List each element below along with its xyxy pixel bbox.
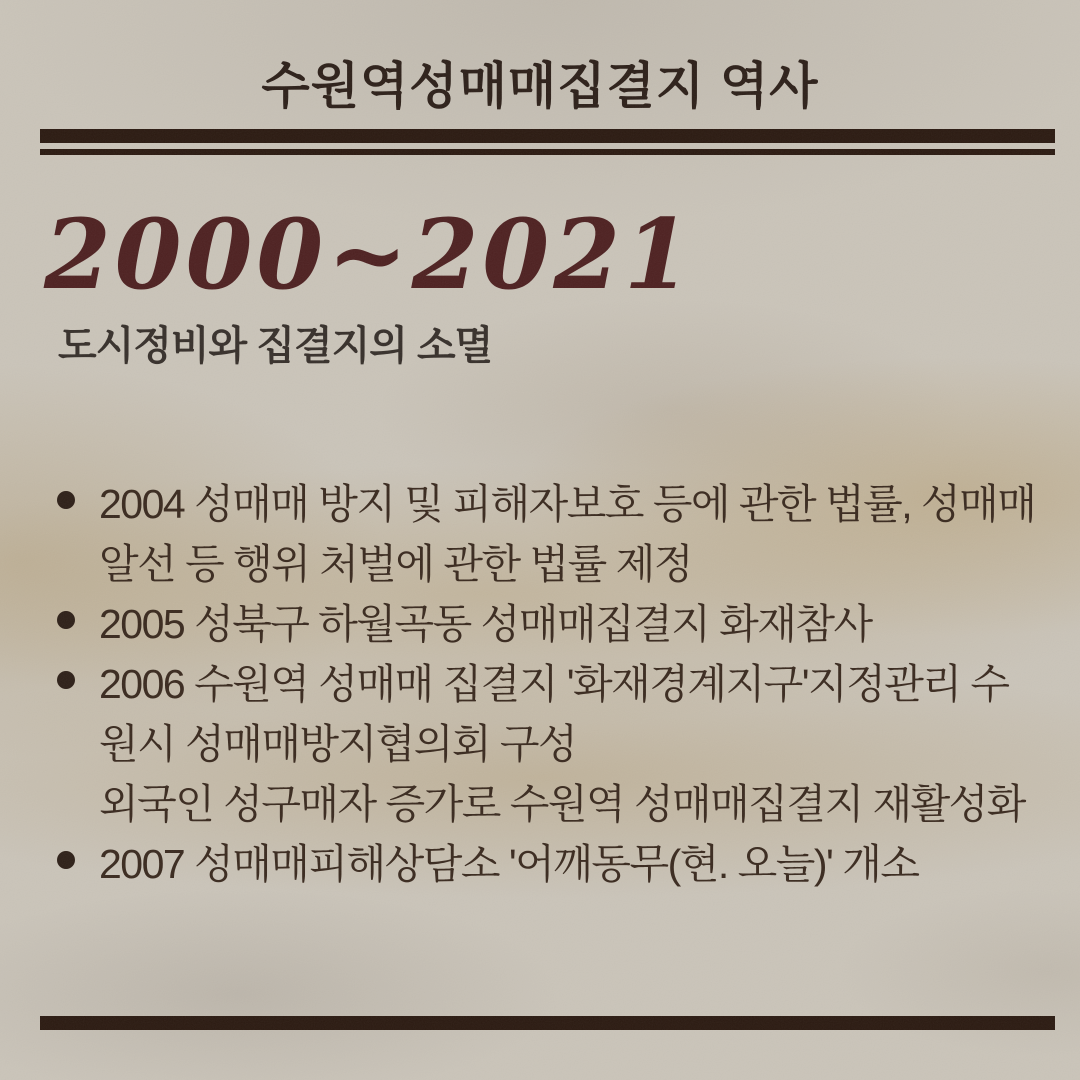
timeline-item xyxy=(55,830,1070,890)
timeline-item-continuation xyxy=(55,770,1070,830)
timeline-item-continuation xyxy=(55,710,1070,770)
timeline-list xyxy=(55,470,1070,890)
bullet-dot xyxy=(57,671,75,689)
timeline-text: 2005 성북구 하월곡동 성매매집결지 화재참사 xyxy=(99,600,872,647)
period-heading: 2000~2021 xyxy=(44,198,695,311)
page-title: 수원역성매매집결지 역사 xyxy=(261,58,819,114)
bullet-dot xyxy=(57,851,75,869)
timeline-text: 2006 수원역 성매매 집결지 '화재경계지구'지정관리 수 xyxy=(99,660,1009,707)
timeline-item xyxy=(55,470,1070,530)
bottom-rule xyxy=(40,1016,1055,1030)
timeline-text: 2007 성매매피해상담소 '어깨동무(현. 오늘)' 개소 xyxy=(99,840,919,887)
timeline-item-continuation xyxy=(55,530,1070,590)
top-rule-thick xyxy=(40,129,1055,143)
timeline-text: 알선 등 행위 처벌에 관한 법률 제정 xyxy=(99,540,692,587)
timeline-item xyxy=(55,590,1070,650)
timeline-item xyxy=(55,650,1070,710)
subtitle: 도시정비와 집결지의 소멸 xyxy=(58,324,493,368)
bullet-dot xyxy=(57,611,75,629)
top-rule-thin xyxy=(40,149,1055,155)
timeline-text: 외국인 성구매자 증가로 수원역 성매매집결지 재활성화 xyxy=(99,780,1025,827)
timeline-text: 2004 성매매 방지 및 피해자보호 등에 관한 법률, 성매매 xyxy=(99,480,1036,527)
timeline-text: 원시 성매매방지협의회 구성 xyxy=(99,720,577,767)
bullet-dot xyxy=(57,491,75,509)
